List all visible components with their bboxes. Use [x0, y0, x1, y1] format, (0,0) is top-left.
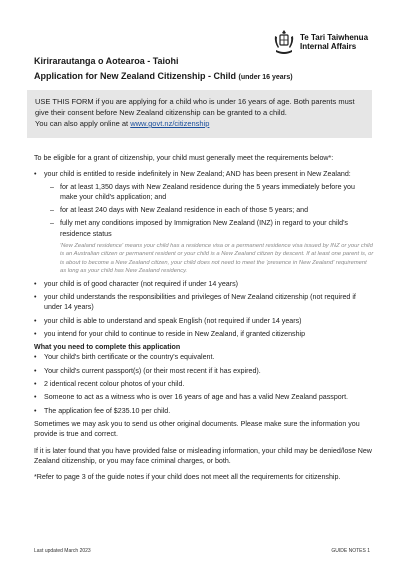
- list-item: • Your child's current passport(s) (or their most recent if it has expired).: [34, 366, 374, 376]
- page-number-footer: GUIDE NOTES 1: [331, 548, 370, 554]
- requirements-list: [34, 352, 374, 415]
- list-item: • your child understands the responsibilities and privileges of New Zealand citizenship (not required if under 14 years): [34, 292, 374, 313]
- presence-sublist: [44, 182, 374, 239]
- last-updated-footer: Last updated March 2023: [34, 548, 91, 554]
- logo-line-english: Internal Affairs: [300, 42, 357, 51]
- page-title-text: Application for New Zealand Citizenship - Child: [34, 71, 237, 81]
- list-item: • you intend for your child to continue to reside in New Zealand, if granted citizenship: [34, 329, 374, 339]
- list-item: • Your child's birth certificate or the country's equivalent.: [34, 352, 374, 362]
- eligibility-residence: your child is entitled to reside indefinitely in New Zealand; AND has been present in New Zealand:: [44, 170, 351, 179]
- main-content: [34, 153, 374, 485]
- nz-coat-of-arms-icon: [272, 28, 296, 56]
- other-documents-paragraph: Sometimes we may ask you to send us other original documents. Please make sure the information you provide is true and correct.: [34, 419, 360, 439]
- list-item: • your child is able to understand and speak English (not required if under 14 years): [34, 316, 374, 326]
- logo-line-maori: Te Tari Taiwhenua: [300, 33, 369, 42]
- internal-affairs-logo: [272, 28, 382, 56]
- callout-online-prefix: You can also apply online at: [35, 119, 131, 128]
- page-title-maori: Kirirarautanga o Aotearoa - Taiohi: [34, 56, 179, 66]
- residence-definition-note: 'New Zealand residence' means your child has a residence visa or a permanent residence visa issued by INZ or your child is an Australian citizen or permanent resident or your child is a New Zealand citizen by descent. If at least one parent is, or is about to become a New Zealand citizen, your child does not need to meet the 'presence in New Zealand' requirement as long as your child has New Zealand residency.: [60, 243, 374, 275]
- logo-wordmark: [300, 33, 368, 51]
- eligibility-intro: To be eligible for a grant of citizenship, your child must generally meet the requirements below*:: [34, 154, 334, 162]
- callout-text: USE THIS FORM if you are applying for a child who is under 16 years of age. Both parents must give their consent before New Zealand citizenship can be granted to a child.: [35, 97, 355, 117]
- citizenship-link[interactable]: www.govt.nz/citizenship: [130, 119, 210, 128]
- list-item: • your child is of good character (not required if under 14 years): [34, 279, 374, 289]
- list-item: • 2 identical recent colour photos of your child.: [34, 379, 374, 389]
- list-item: [34, 169, 374, 275]
- requirements-heading: What you need to complete this application: [34, 343, 181, 352]
- callout-online-line: [35, 118, 364, 129]
- list-item: – fully met any conditions imposed by Immigration New Zealand (INZ) in regard to your child's residence status: [44, 218, 374, 239]
- use-this-form-callout: [27, 90, 372, 138]
- page-title: [34, 71, 293, 81]
- false-information-paragraph: If it is later found that you have provided false or misleading information, your child may be denied/lose New Zealand citizenship, or you may face criminal charges, or both.: [34, 446, 372, 465]
- list-item: – for at least 1,350 days with New Zealand residence during the 5 years immediately before you make your child's application; and: [44, 182, 374, 203]
- eligibility-list: [34, 169, 374, 339]
- list-item: • The application fee of $235.10 per child.: [34, 406, 374, 416]
- list-item: • Someone to act as a witness who is over 16 years of age and has a valid New Zealand passport.: [34, 392, 374, 402]
- page-title-suffix: (under 16 years): [238, 74, 293, 81]
- list-item: – for at least 240 days with New Zealand residence in each of those 5 years; and: [44, 205, 374, 215]
- guide-reference-paragraph: *Refer to page 3 of the guide notes if your child does not meet all the requirements for citizenship.: [34, 473, 341, 482]
